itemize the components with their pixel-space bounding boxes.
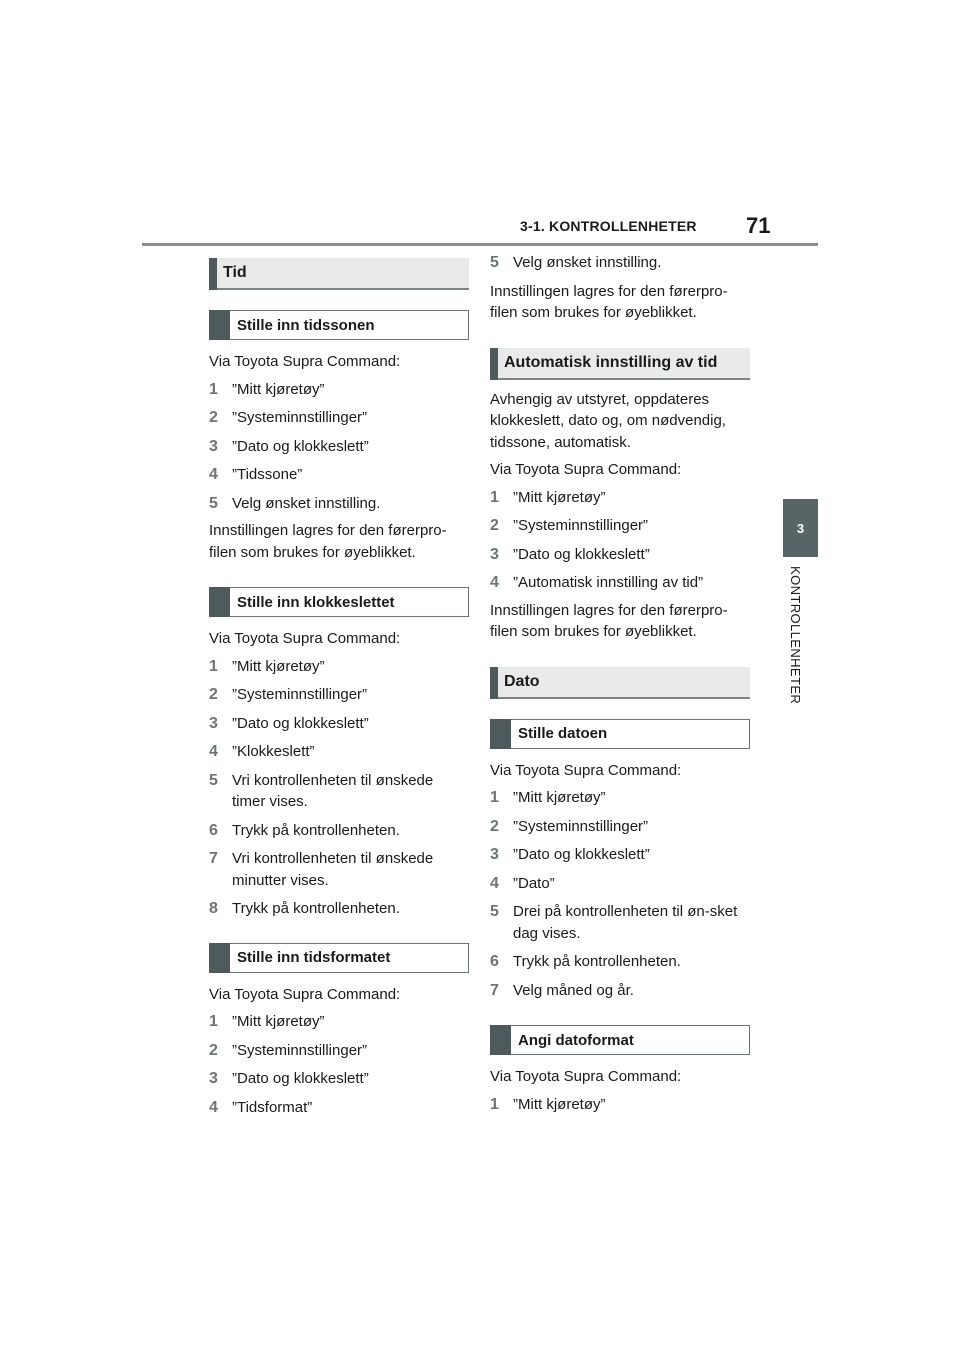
step — [209, 1011, 469, 1033]
steps-timezone — [209, 379, 469, 515]
step-text: ”Systeminnstillinger” — [513, 817, 649, 835]
step-number: 3 — [490, 545, 499, 563]
step — [209, 713, 469, 735]
step-text: Velg ønsket innstilling. — [232, 494, 381, 512]
step — [209, 770, 469, 813]
step-number: 2 — [490, 517, 499, 534]
step — [209, 407, 469, 429]
step-number: 5 — [490, 903, 499, 920]
subsection-title-timeformat: Stille inn tidsformatet — [209, 943, 469, 973]
step — [209, 464, 469, 486]
step — [209, 898, 469, 920]
step-text: ”Automatisk innstilling av tid” — [513, 574, 704, 591]
step — [209, 1040, 469, 1062]
step-text: ”Systeminnstillinger” — [232, 1041, 368, 1059]
step-number: 2 — [209, 1041, 218, 1059]
step-number: 1 — [209, 1013, 218, 1030]
description-text: Avhengig av utstyret, oppdateres klokkeslett, dato og, om nødvendig, tidssone, automatisk. — [490, 390, 726, 451]
step-number: 1 — [490, 488, 499, 506]
step-number: 3 — [209, 437, 218, 455]
step — [209, 848, 469, 891]
subsection-title-clock: Stille inn klokkeslettet — [209, 587, 469, 617]
step-text: ”Systeminnstillinger” — [232, 686, 368, 703]
step-text: ”Systeminnstillinger” — [232, 409, 368, 426]
step — [209, 436, 469, 458]
step — [490, 572, 750, 594]
step-number: 2 — [209, 686, 218, 703]
step-text: ”Klokkeslett” — [232, 743, 315, 760]
note-text: Innstillingen lagres for den førerpro-filen som brukes for øyeblikket. — [209, 522, 447, 561]
note-text: Innstillingen lagres for den førerpro-filen som brukes for øyeblikket. — [490, 282, 728, 321]
step-text: ”Mitt kjøretøy” — [232, 657, 325, 675]
step-number: 4 — [490, 574, 499, 591]
step-text: ”Mitt kjøretøy” — [232, 1013, 325, 1030]
steps-set-date — [490, 787, 750, 1001]
steps-clock — [209, 656, 469, 920]
step-number: 4 — [490, 874, 499, 892]
left-column — [209, 252, 469, 1118]
step-text: Velg ønsket innstilling. — [513, 254, 662, 271]
section-title-tid: Tid — [209, 258, 469, 290]
step — [209, 684, 469, 706]
step-text: ”Mitt kjøretøy” — [513, 1095, 606, 1113]
via-text: Via Toyota Supra Command: — [209, 985, 401, 1003]
step-number: 1 — [209, 657, 218, 675]
step-text: Vri kontrollenheten til ønskede timer vises. — [232, 771, 434, 810]
step-text: ”Tidssone” — [232, 466, 303, 483]
section-title-dato: Dato — [490, 667, 750, 699]
step-number: 7 — [209, 850, 218, 867]
step-text: ”Tidsformat” — [232, 1098, 313, 1116]
step-text: ”Mitt kjøretøy” — [513, 488, 606, 506]
step-number: 5 — [209, 494, 218, 512]
step-number: 3 — [209, 714, 218, 732]
step-number: 5 — [490, 254, 499, 271]
step-number: 3 — [490, 846, 499, 863]
step — [490, 816, 750, 838]
step-number: 6 — [490, 953, 499, 970]
step — [209, 741, 469, 763]
step-text: Vri kontrollenheten til ønskede minutter vises. — [232, 850, 434, 889]
step — [209, 820, 469, 842]
step-number: 1 — [209, 380, 218, 398]
step-text: Trykk på kontrollenheten. — [232, 821, 400, 839]
step-text: ”Mitt kjøretøy” — [232, 380, 325, 398]
via-text: Via Toyota Supra Command: — [209, 630, 401, 647]
step-number: 1 — [490, 789, 499, 806]
chapter-tab: 3 — [783, 499, 818, 557]
chapter-label: KONTROLLENHETER — [788, 566, 803, 705]
step-text: ”Dato” — [513, 874, 555, 892]
step — [209, 493, 469, 515]
steps-date-format — [490, 1094, 750, 1116]
step — [490, 1094, 750, 1116]
step-number: 1 — [490, 1095, 499, 1113]
step-text: ”Dato og klokkeslett” — [232, 1070, 369, 1087]
step-text: Velg måned og år. — [513, 981, 634, 999]
step-text: ”Mitt kjøretøy” — [513, 789, 606, 806]
step-number: 4 — [209, 743, 218, 760]
section-title-auto-time: Automatisk innstilling av tid — [490, 348, 750, 380]
steps-timeformat — [209, 1011, 469, 1118]
via-text: Via Toyota Supra Command: — [209, 353, 401, 370]
step-text: ”Dato og klokkeslett” — [513, 846, 650, 863]
subsection-title-date-format: Angi datoformat — [490, 1025, 750, 1055]
step-text: ”Dato og klokkeslett” — [232, 714, 369, 732]
step-text: ”Dato og klokkeslett” — [513, 545, 650, 563]
step — [490, 487, 750, 509]
steps-auto-time — [490, 487, 750, 594]
step — [490, 873, 750, 895]
step — [209, 1097, 469, 1119]
subsection-title-set-date: Stille datoen — [490, 719, 750, 749]
step-number: 8 — [209, 900, 218, 917]
step-number: 3 — [209, 1070, 218, 1087]
step — [490, 844, 750, 866]
step-number: 2 — [209, 409, 218, 426]
step — [209, 1068, 469, 1090]
step-number: 2 — [490, 817, 499, 835]
step-text: ”Systeminnstillinger” — [513, 517, 649, 534]
header-title: 3-1. KONTROLLENHETER — [520, 218, 697, 234]
step-number: 5 — [209, 771, 218, 789]
step — [490, 515, 750, 537]
step-number: 4 — [209, 466, 218, 483]
step — [490, 951, 750, 973]
step — [490, 980, 750, 1002]
step — [490, 901, 750, 944]
step-number: 4 — [209, 1098, 218, 1116]
step-text: Trykk på kontrollenheten. — [232, 900, 400, 917]
step — [209, 656, 469, 678]
step — [490, 252, 750, 274]
via-text: Via Toyota Supra Command: — [490, 1068, 682, 1085]
step-number: 6 — [209, 821, 218, 839]
right-column — [490, 252, 750, 1115]
step-text: Drei på kontrollenheten til øn-sket dag vises. — [513, 903, 738, 942]
header-rule — [142, 243, 818, 246]
note-text: Innstillingen lagres for den førerpro-filen som brukes for øyeblikket. — [490, 601, 728, 640]
step-text: ”Dato og klokkeslett” — [232, 437, 369, 455]
step-text: Trykk på kontrollenheten. — [513, 953, 681, 970]
subsection-title-timezone: Stille inn tidssonen — [209, 310, 469, 340]
via-text: Via Toyota Supra Command: — [490, 761, 682, 779]
page-number: 71 — [746, 213, 771, 238]
step — [490, 544, 750, 566]
step — [490, 787, 750, 809]
step-number: 7 — [490, 981, 499, 999]
step — [209, 379, 469, 401]
via-text: Via Toyota Supra Command: — [490, 461, 682, 478]
